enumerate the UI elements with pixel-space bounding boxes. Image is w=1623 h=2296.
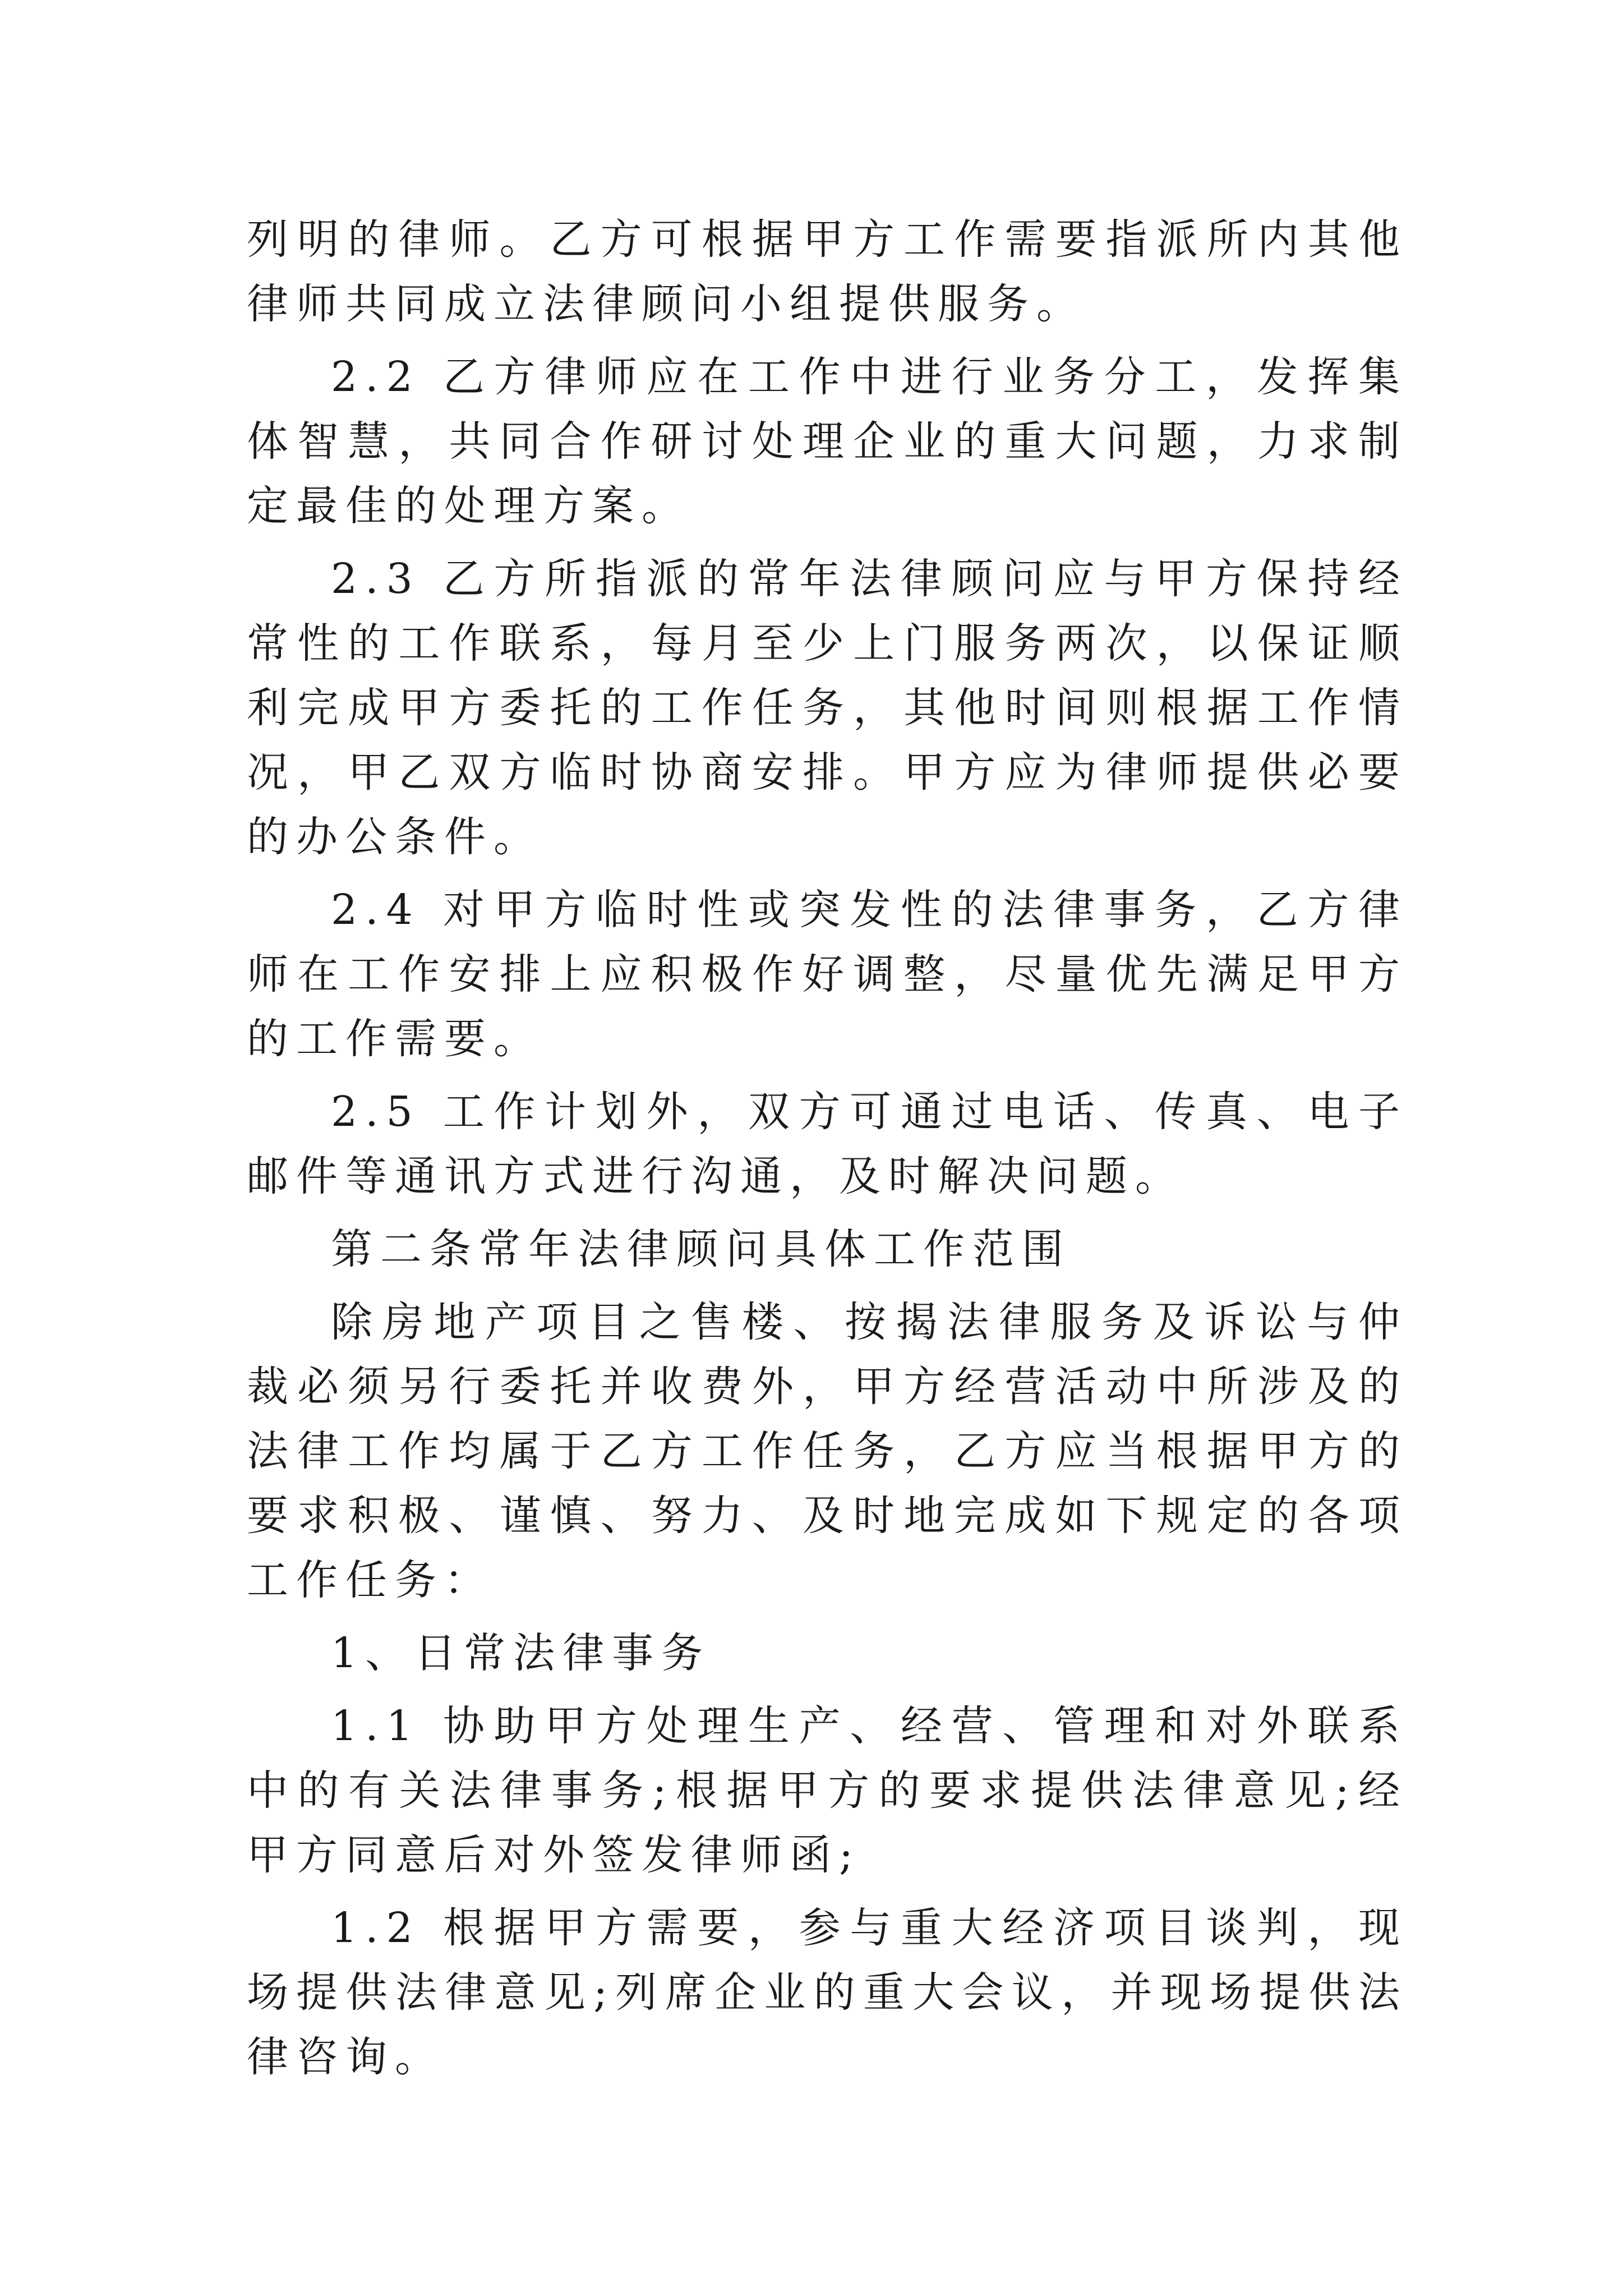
paragraph-2-4: 2.4 对甲方临时性或突发性的法律事务，乙方律师在工作安排上应积极作好调整，尽量优先满足甲方的工作需要。 (247, 886, 1408, 1063)
document-body (247, 208, 1408, 2090)
paragraph-scope-description: 除房地产项目之售楼、按揭法律服务及诉讼与仲裁必须另行委托并收费外，甲方经营活动中所涉及的法律工作均属于乙方工作任务，乙方应当根据甲方的要求积极、谨慎、努力、及时地完成如下规定的各项工作任务： (247, 1298, 1408, 1604)
paragraph-lawyer-assignment: 列明的律师。乙方可根据甲方工作需要指派所内其他律师共同成立法律顾问小组提供服务。 (247, 215, 1408, 328)
paragraph-2-2: 2.2 乙方律师应在工作中进行业务分工，发挥集体智慧，共同合作研讨处理企业的重大问题，力求制定最佳的处理方案。 (247, 353, 1408, 530)
section-heading-work-scope: 第二条常年法律顾问具体工作范围 (331, 1225, 1071, 1273)
paragraph-2-5: 2.5 工作计划外，双方可通过电话、传真、电子邮件等通讯方式进行沟通，及时解决问题。 (247, 1088, 1408, 1200)
paragraph-1-1: 1.1 协助甲方处理生产、经营、管理和对外联系中的有关法律事务;根据甲方的要求提供法律意见;经甲方同意后对外签发律师函; (247, 1702, 1408, 1879)
paragraph-2-3: 2.3 乙方所指派的常年法律顾问应与甲方保持经常性的工作联系，每月至少上门服务两次，以保证顺利完成甲方委托的工作任务，其他时间则根据工作情况，甲乙双方临时协商安排。甲方应为律师提供必要的办公条件。 (247, 555, 1408, 861)
paragraph-1-2: 1.2 根据甲方需要，参与重大经济项目谈判，现场提供法律意见;列席企业的重大会议，并现场提供法律咨询。 (247, 1904, 1408, 2081)
subsection-heading-daily-affairs: 1、日常法律事务 (331, 1629, 711, 1677)
